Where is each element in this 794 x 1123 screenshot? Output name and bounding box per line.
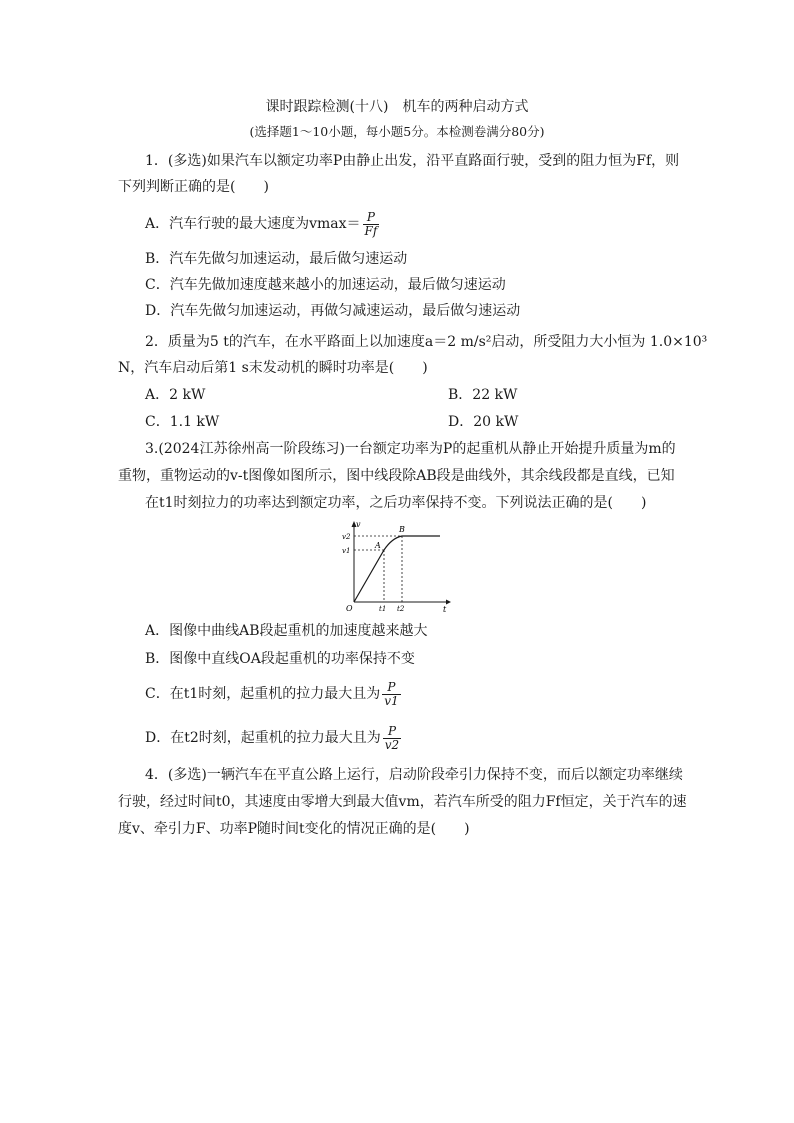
q3-option-c-text: C．在t1时刻，起重机的拉力最大且为 — [145, 686, 381, 702]
q1-stem-line2: 下列判断正确的是( ) — [118, 179, 269, 195]
q3-option-b: B．图像中直线OA段起重机的功率保持不变 — [145, 651, 415, 667]
q2-stem-line2: N，汽车启动后第1 s末发动机的瞬时功率是( ) — [118, 360, 428, 376]
q1-option-a-denominator: Ff — [364, 223, 378, 238]
q3-option-d-denominator: v2 — [384, 737, 400, 752]
t2-label: t2 — [397, 605, 405, 613]
q3-option-c — [145, 676, 401, 712]
q3-option-a: A．图像中曲线AB段起重机的加速度越来越大 — [145, 623, 428, 639]
q2-stem-line1: 2．质量为5 t的汽车，在水平路面上以加速度a＝2 m/s²启动，所受阻力大小恒为 1.0×10³ — [145, 334, 708, 350]
v1-label: v1 — [342, 547, 351, 555]
page-subtitle: (选择题1～10小题，每小题5分。本检测卷满分80分) — [249, 124, 545, 139]
q1-option-a — [145, 206, 379, 242]
q3-stem-line1: 3.(2024江苏徐州高一阶段练习)一台额定功率为P的起重机从静止开始提升质量为m的 — [145, 441, 676, 457]
q2-option-b: B．22 kW — [448, 387, 518, 403]
q2-option-a: A．2 kW — [145, 387, 206, 403]
q3-option-d-text: D．在t2时刻，起重机的拉力最大且为 — [145, 730, 381, 746]
q4-stem-line3: 度v、牵引力F、功率P随时间t变化的情况正确的是( ) — [118, 821, 470, 837]
page-title: 课时跟踪检测(十八) 机车的两种启动方式 — [265, 99, 529, 115]
point-b-label: B — [399, 525, 405, 534]
q1-option-c: C．汽车先做加速度越来越小的加速运动，最后做匀速运动 — [145, 277, 506, 293]
t1-label: t1 — [379, 605, 387, 613]
q3-option-c-denominator: v1 — [384, 693, 399, 708]
q4-stem-line2: 行驶，经过时间t0，其速度由零增大到最大值vm，若汽车所受的阻力Ff恒定，关于汽车的速 — [118, 794, 687, 810]
q3-stem-line2: 重物，重物运动的v-t图像如图所示，图中线段除AB段是曲线外，其余线段都是直线，已知 — [118, 468, 675, 484]
q4-stem-line1: 4．(多选)一辆汽车在平直公路上运行，启动阶段牵引力保持不变，而后以额定功率继续 — [145, 767, 683, 783]
point-a-label: A — [375, 541, 381, 550]
v2-label: v2 — [342, 533, 351, 541]
q3-option-d-fraction — [383, 725, 401, 752]
v-axis-label: v — [356, 520, 361, 529]
q3-option-d — [145, 720, 401, 756]
q2-option-d: D．20 kW — [448, 414, 519, 430]
q3-vt-graph — [340, 518, 452, 614]
q2-option-c: C．1.1 kW — [145, 414, 220, 430]
q3-option-d-numerator: P — [383, 725, 401, 739]
t-axis-label: t — [443, 605, 447, 614]
t-axis-arrow — [446, 600, 451, 605]
q3-option-c-fraction — [382, 681, 400, 708]
q3-option-c-numerator: P — [382, 681, 400, 695]
vt-curve — [354, 536, 440, 602]
q1-option-d: D．汽车先做匀加速运动，再做匀减速运动，最后做匀速运动 — [145, 303, 521, 319]
origin-label: O — [346, 604, 353, 613]
q1-option-a-numerator: P — [363, 211, 380, 225]
q1-option-a-fraction — [363, 211, 380, 238]
q1-stem-line1: 1．(多选)如果汽车以额定功率P由静止出发，沿平直路面行驶，受到的阻力恒为Ff，则 — [145, 153, 680, 169]
q1-option-a-text: A．汽车行驶的最大速度为vmax＝ — [145, 216, 361, 232]
q1-option-b: B．汽车先做匀加速运动，最后做匀速运动 — [145, 251, 408, 267]
q3-stem-line3: 在t1时刻拉力的功率达到额定功率，之后功率保持不变。下列说法正确的是( ) — [145, 495, 647, 511]
